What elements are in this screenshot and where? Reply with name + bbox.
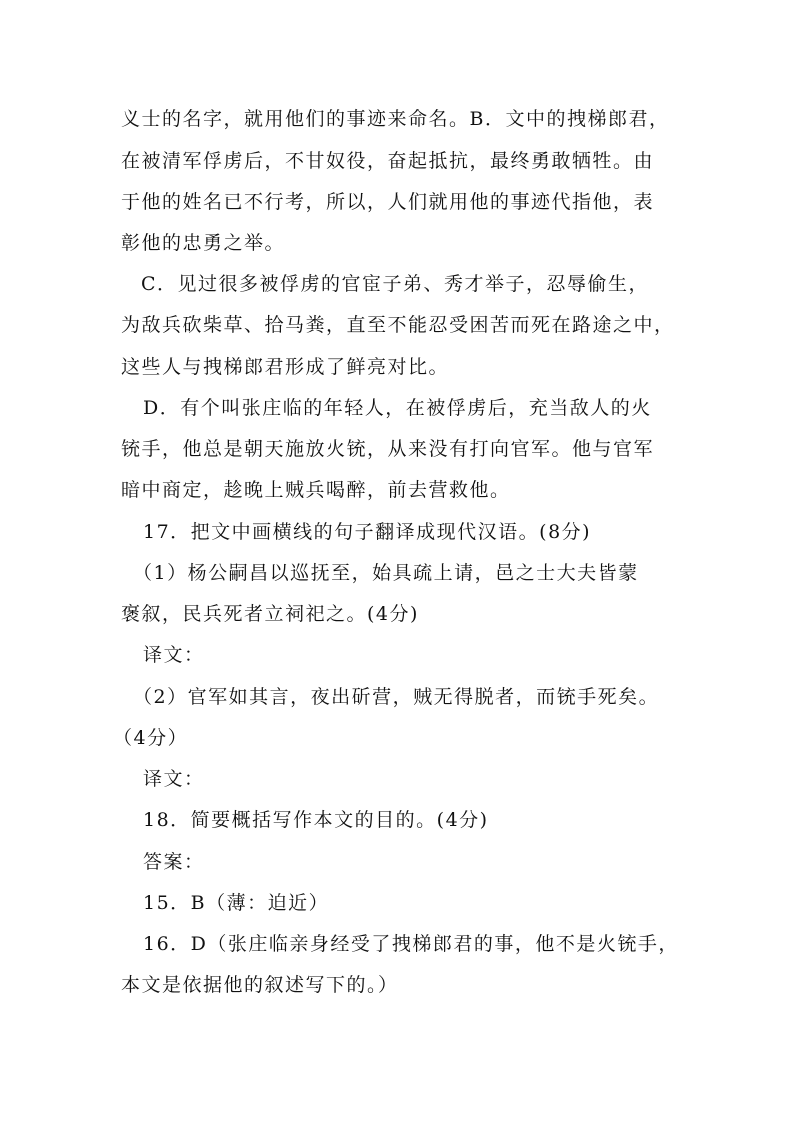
answer-15: 15．B（薄：迫近）: [143, 892, 330, 914]
answer-16: 16．D（张庄临亲身经受了拽梯郎君的事，他不是火铳手，: [143, 933, 679, 955]
translation-label: 译文：: [143, 768, 205, 790]
text-line: 为敌兵砍柴草、拾马粪，直至不能忍受困苦而死在路途之中，: [121, 314, 675, 336]
text-line: 义士的名字，就用他们的事迹来命名。B．文中的拽梯郎君，: [121, 108, 670, 130]
text-line: （1）杨公嗣昌以巡抚至，始具疏上请，邑之士大夫皆蒙: [133, 562, 639, 584]
text-line: 本文是依据他的叙述写下的。）: [121, 974, 399, 996]
text-line: 这些人与拽梯郎君形成了鲜亮对比。: [121, 356, 450, 378]
text-line: C．见过很多被俘虏的官宦子弟、秀才举子，忍辱偷生，: [141, 273, 650, 295]
text-line: 于他的姓名已不行考，所以，人们就用他的事迹代指他，表: [121, 191, 655, 213]
text-line: 在被清军俘虏后，不甘奴役，奋起抵抗，最终勇敢牺牲。由: [121, 150, 655, 172]
text-line: （2）官军如其言，夜出斫营，贼无得脱者，而铳手死矣。: [133, 686, 660, 708]
text-line: D．有个叫张庄临的年轻人，在被俘虏后，充当敌人的火: [143, 397, 652, 419]
text-line: 暗中商定，趁晚上贼兵喝醉，前去营救他。: [121, 479, 511, 501]
text-line: 彰他的忠勇之举。: [121, 232, 286, 254]
translation-label: 译文：: [143, 644, 205, 666]
question-18-heading: 18．简要概括写作本文的目的。(4分): [143, 809, 489, 831]
question-17-heading: 17．把文中画横线的句子翻译成现代汉语。(8分): [143, 521, 592, 543]
text-line: 褒叙，民兵死者立祠祀之。(4分): [121, 603, 419, 625]
text-line: 铳手，他总是朝天施放火铳，从来没有打向官军。他与官军: [121, 438, 655, 460]
answer-label: 答案：: [143, 851, 205, 873]
text-line: （4分）: [113, 727, 189, 749]
